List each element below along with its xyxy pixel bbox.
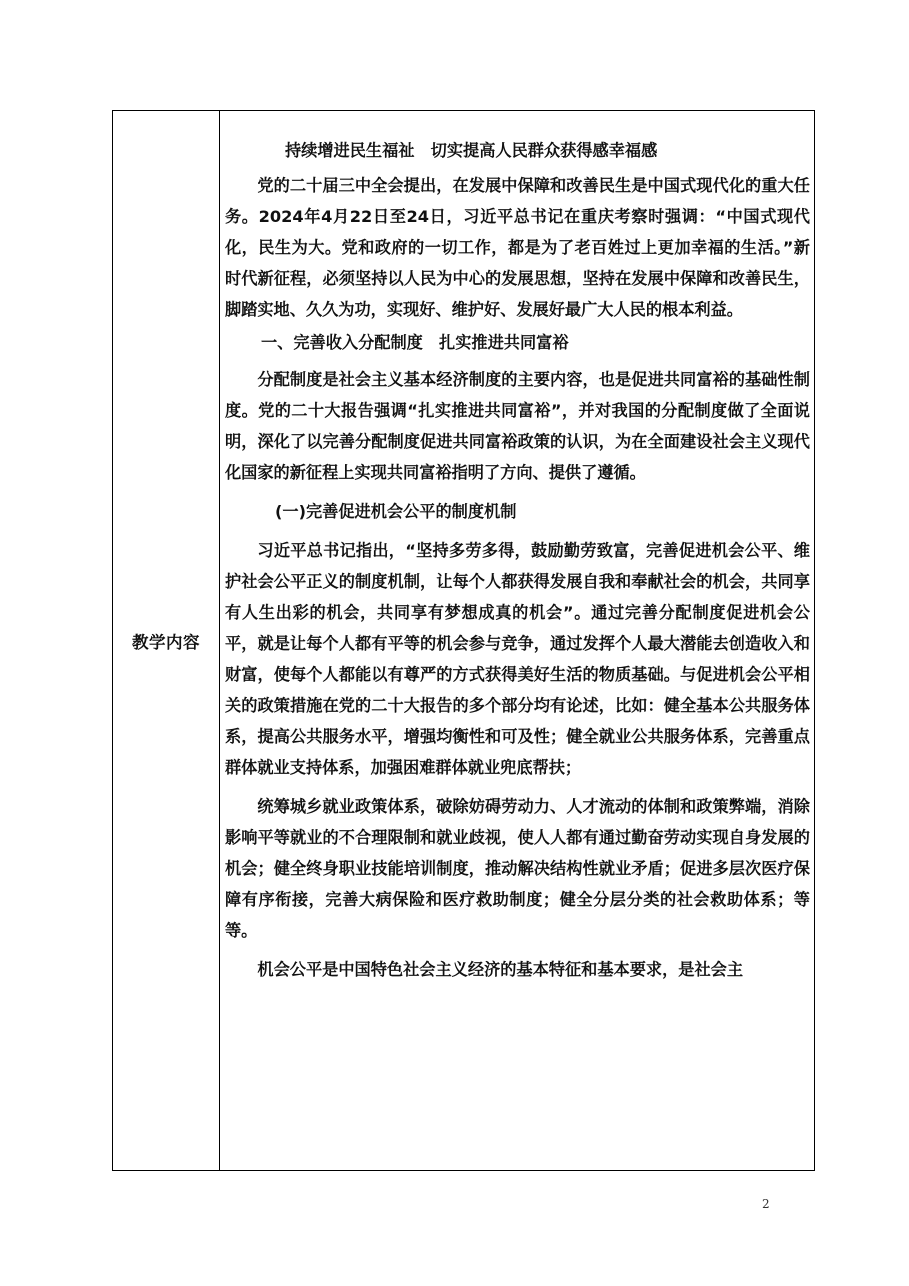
- subsection-heading-1: (一)完善促进机会公平的制度机制: [275, 502, 517, 521]
- content-cell: [219, 111, 814, 1170]
- section-heading-1: 一、完善收入分配制度 扎实推进共同富裕: [261, 333, 569, 352]
- paragraph-2: 习近平总书记指出，“坚持多劳多得，鼓励勤劳致富，完善促进机会公平、维护社会公平正义的制度机制，让每个人都获得发展自我和奉献社会的机会，共同享有人生出彩的机会，共同享有梦想成真的机会”。通过完善分配制度促进机会公平，就是让每个人都有平等的机会参与竞争，通过发挥个人最大潜能去创造收入和财富，使每个人都能以有尊严的方式获得美好生活的物质基础。与促进机会公平相关的政策措施在党的二十大报告的多个部分均有论述，比如：健全基本公共服务体系，提高公共服务水平，增强均衡性和可及性；健全就业公共服务体系，完善重点群体就业支持体系，加强困难群体就业兜底帮扶；: [225, 541, 810, 777]
- page-number: 2: [762, 1197, 770, 1211]
- intro-paragraph: 党的二十届三中全会提出，在发展中保障和改善民生是中国式现代化的重大任务。2024年4月22日至24日，习近平总书记在重庆考察时强调：“中国式现代化，民生为大。党和政府的一切工作，都是为了老百姓过上更加幸福的生活。”新时代新征程，必须坚持以人民为中心的发展思想，坚持在发展中保障和改善民生，脚踏实地、久久为功，实现好、维护好、发展好最广大人民的根本利益。: [225, 176, 810, 319]
- paragraph-1: 分配制度是社会主义基本经济制度的主要内容，也是促进共同富裕的基础性制度。党的二十大报告强调“扎实推进共同富裕”，并对我国的分配制度做了全面说明，深化了以完善分配制度促进共同富裕政策的认识，为在全面建设社会主义现代化国家的新征程上实现共同富裕指明了方向、提供了遵循。: [225, 370, 810, 482]
- row-label-cell: [113, 111, 219, 1170]
- content-table: [112, 110, 815, 1171]
- paragraph-3: 统筹城乡就业政策体系，破除妨碍劳动力、人才流动的体制和政策弊端，消除影响平等就业的不合理限制和就业歧视，使人人都有通过勤奋劳动实现自身发展的机会；健全终身职业技能培训制度，推动解决结构性就业矛盾；促进多层次医疗保障有序衔接，完善大病保险和医疗救助制度；健全分层分类的社会救助体系；等等。: [225, 797, 810, 940]
- row-label: 教学内容: [132, 632, 200, 652]
- article-title: 持续增进民生福祉 切实提高人民群众获得感幸福感: [285, 141, 658, 160]
- paragraph-4: 机会公平是中国特色社会主义经济的基本特征和基本要求，是社会主: [257, 960, 744, 979]
